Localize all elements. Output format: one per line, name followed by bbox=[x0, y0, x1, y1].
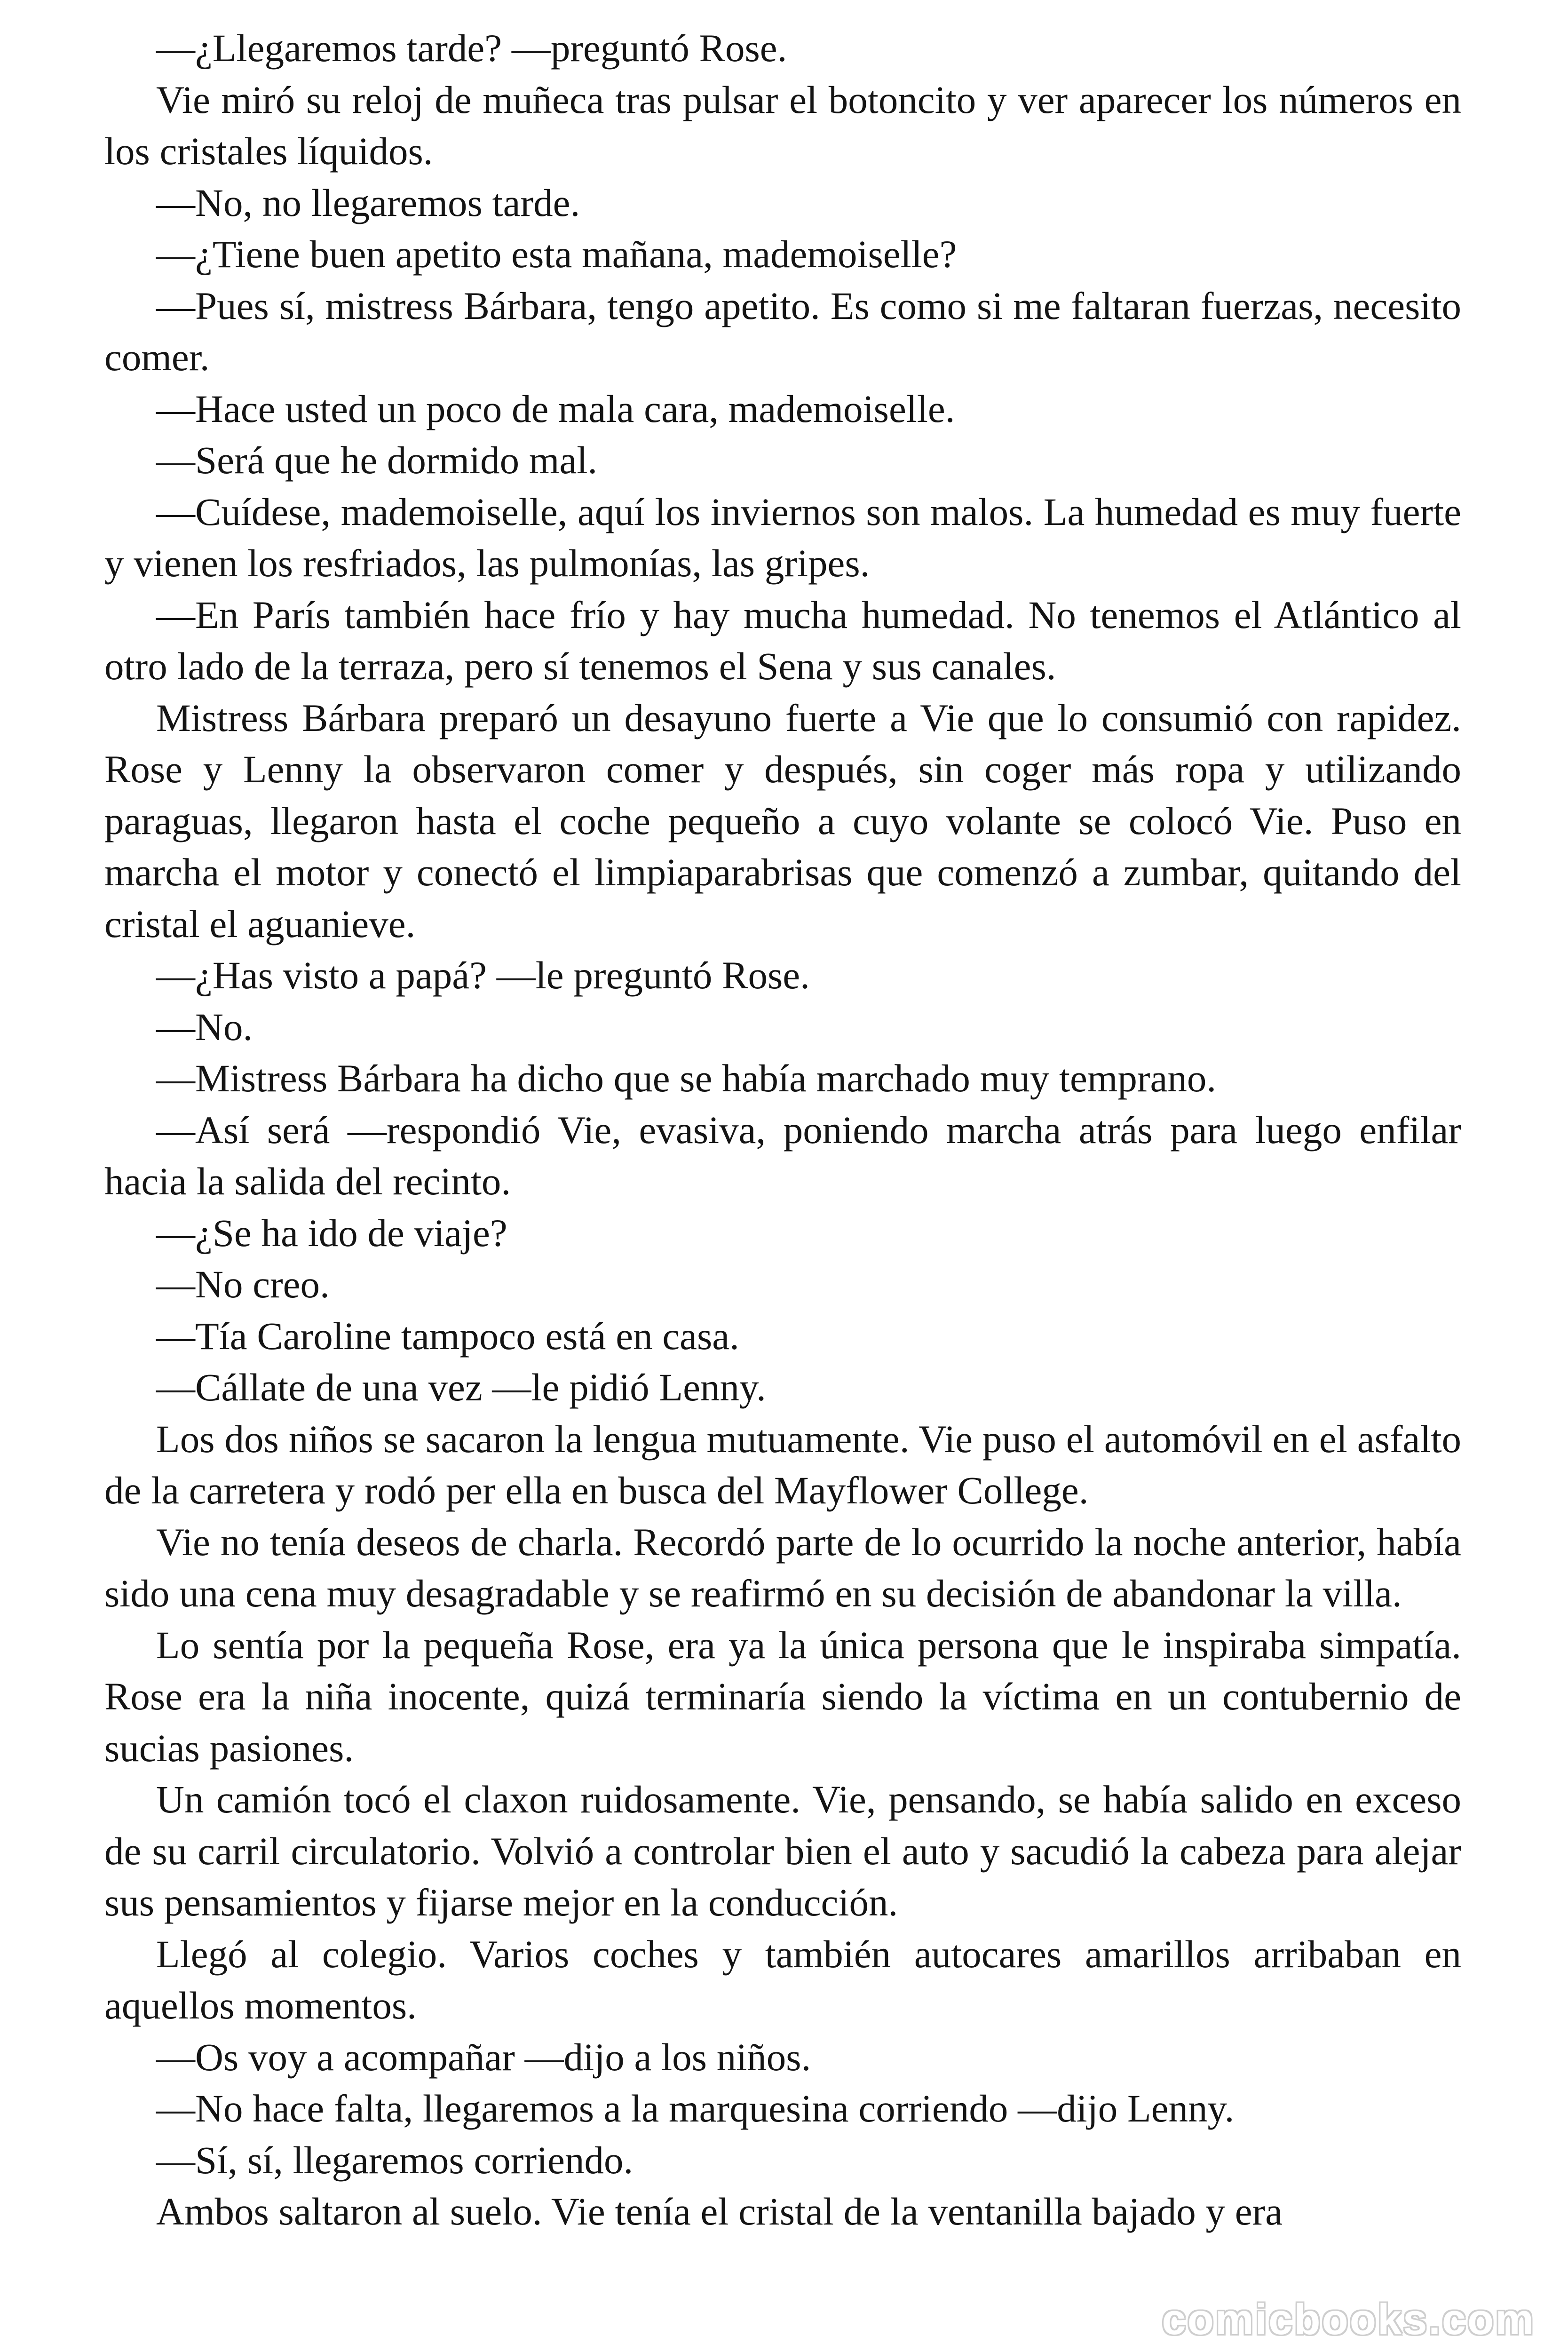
paragraph: —Os voy a acompañar —dijo a los niños. bbox=[156, 2035, 811, 2079]
paragraph: Vie no tenía deseos de charla. Recordó parte de lo ocurrido la noche anterior, había sido una cena muy desagradable y se reafirmó en su decisión de abandonar la villa. bbox=[104, 1520, 1461, 1615]
paragraph: —No. bbox=[156, 1005, 253, 1049]
paragraph: —Tía Caroline tampoco está en casa. bbox=[156, 1314, 739, 1358]
paragraph: Mistress Bárbara preparó un desayuno fuerte a Vie que lo consumió con rapidez. Rose y Lenny la observaron comer y después, sin coger más ropa y utilizando paraguas, llegaron hasta el coche pequeño a cuyo volante se colocó Vie. Puso en marcha el motor y conectó el limpiaparabrisas que comenzó a zumbar, quitando del cristal el aguanieve. bbox=[104, 696, 1461, 946]
paragraph: —¿Llegaremos tarde? —preguntó Rose. bbox=[156, 26, 787, 70]
paragraph: —Mistress Bárbara ha dicho que se había marchado muy temprano. bbox=[156, 1057, 1217, 1100]
paragraph: —No creo. bbox=[156, 1263, 330, 1306]
paragraph: Ambos saltaron al suelo. Vie tenía el cristal de la ventanilla bajado y era bbox=[156, 2190, 1283, 2233]
paragraph: —Así será —respondió Vie, evasiva, poniendo marcha atrás para luego enfilar hacia la salida del recinto. bbox=[104, 1108, 1461, 1203]
paragraph: —En París también hace frío y hay mucha humedad. No tenemos el Atlántico al otro lado de la terraza, pero sí tenemos el Sena y sus canales. bbox=[104, 593, 1461, 688]
paragraph: —¿Has visto a papá? —le preguntó Rose. bbox=[156, 954, 810, 997]
paragraph: Llegó al colegio. Varios coches y también autocares amarillos arribaban en aquellos momentos. bbox=[104, 1932, 1461, 2027]
paragraph: —¿Se ha ido de viaje? bbox=[156, 1211, 507, 1255]
paragraph: Los dos niños se sacaron la lengua mutuamente. Vie puso el automóvil en el asfalto de la carretera y rodó per ella en busca del Mayflower College. bbox=[104, 1417, 1461, 1512]
paragraph: —Cuídese, mademoiselle, aquí los inviernos son malos. La humedad es muy fuerte y vienen los resfriados, las pulmonías, las gripes. bbox=[104, 490, 1461, 585]
paragraph: Lo sentía por la pequeña Rose, era ya la única persona que le inspiraba simpatía. Rose era la niña inocente, quizá terminaría siendo la víctima en un contubernio de sucias pasiones. bbox=[104, 1623, 1461, 1770]
paragraph: —Hace usted un poco de mala cara, mademoiselle. bbox=[156, 387, 955, 430]
paragraph: Vie miró su reloj de muñeca tras pulsar el botoncito y ver aparecer los números en los cristales líquidos. bbox=[104, 78, 1461, 173]
book-page bbox=[104, 23, 1461, 2238]
watermark-logo: comicbooks.com bbox=[1162, 2296, 1535, 2344]
paragraph: —Pues sí, mistress Bárbara, tengo apetito. Es como si me faltaran fuerzas, necesito comer. bbox=[104, 284, 1461, 379]
paragraph: —Sí, sí, llegaremos corriendo. bbox=[156, 2138, 634, 2182]
paragraph: —¿Tiene buen apetito esta mañana, mademoiselle? bbox=[156, 232, 957, 276]
paragraph: —Cállate de una vez —le pidió Lenny. bbox=[156, 1366, 766, 1409]
paragraph: Un camión tocó el claxon ruidosamente. Vie, pensando, se había salido en exceso de su carril circulatorio. Volvió a controlar bien el auto y sacudió la cabeza para alejar sus pensamientos y fijarse mejor en la conducción. bbox=[104, 1778, 1461, 1924]
paragraph: —Será que he dormido mal. bbox=[156, 438, 598, 482]
paragraph: —No hace falta, llegaremos a la marquesina corriendo —dijo Lenny. bbox=[156, 2087, 1235, 2130]
paragraph: —No, no llegaremos tarde. bbox=[156, 181, 580, 224]
